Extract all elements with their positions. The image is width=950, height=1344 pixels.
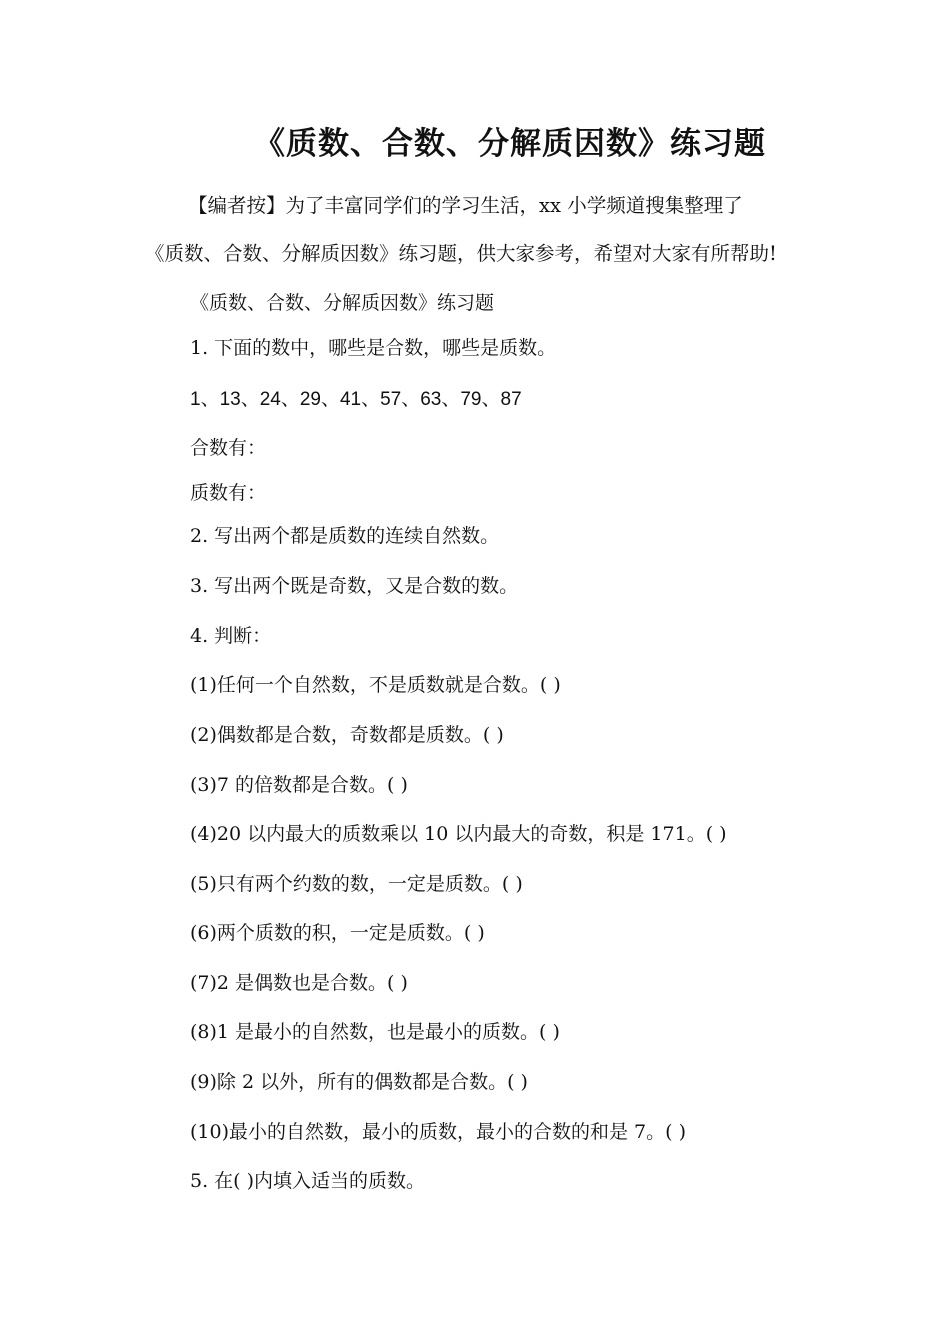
judgment-item: (3)7 的倍数都是合数。( ) [190,774,408,796]
judgment-item: (2)偶数都是合数，奇数都是质数。( ) [190,724,504,746]
judgment-item: (8)1 是最小的自然数，也是最小的质数。( ) [190,1021,560,1043]
judgment-item: (6)两个质数的积，一定是质数。( ) [190,922,485,944]
judgment-item: (1)任何一个自然数，不是质数就是合数。( ) [190,674,561,696]
question-4: 4. 判断： [190,625,272,647]
question-3: 3. 写出两个既是奇数，又是合数的数。 [190,575,519,597]
intro-line-2: 《质数、合数、分解质因数》练习题，供大家参考，希望对大家有所帮助! [145,242,777,265]
number-list: 1、13、24、29、41、57、63、79、87 [190,389,522,410]
question-5: 5. 在( )内填入适当的质数。 [190,1170,426,1192]
section-subtitle: 《质数、合数、分解质因数》练习题 [190,292,495,314]
judgment-item: (7)2 是偶数也是合数。( ) [190,972,408,994]
question-1: 1. 下面的数中，哪些是合数，哪些是质数。 [190,337,557,359]
judgment-item: (9)除 2 以外，所有的偶数都是合数。( ) [190,1071,528,1093]
intro-line-1: 【编者按】为了丰富同学们的学习生活，xx 小学频道搜集整理了 [188,194,743,217]
prime-answer-label: 质数有： [190,482,267,504]
judgment-item: (4)20 以内最大的质数乘以 10 以内最大的奇数，积是 171。( ) [190,823,727,845]
judgment-item: (5)只有两个约数的数，一定是质数。( ) [190,873,523,895]
composite-answer-label: 合数有： [190,437,267,459]
question-2: 2. 写出两个都是质数的连续自然数。 [190,525,500,547]
judgment-item: (10)最小的自然数，最小的质数，最小的合数的和是 7。( ) [190,1121,686,1143]
document-title: 《质数、合数、分解质因数》练习题 [254,126,766,162]
